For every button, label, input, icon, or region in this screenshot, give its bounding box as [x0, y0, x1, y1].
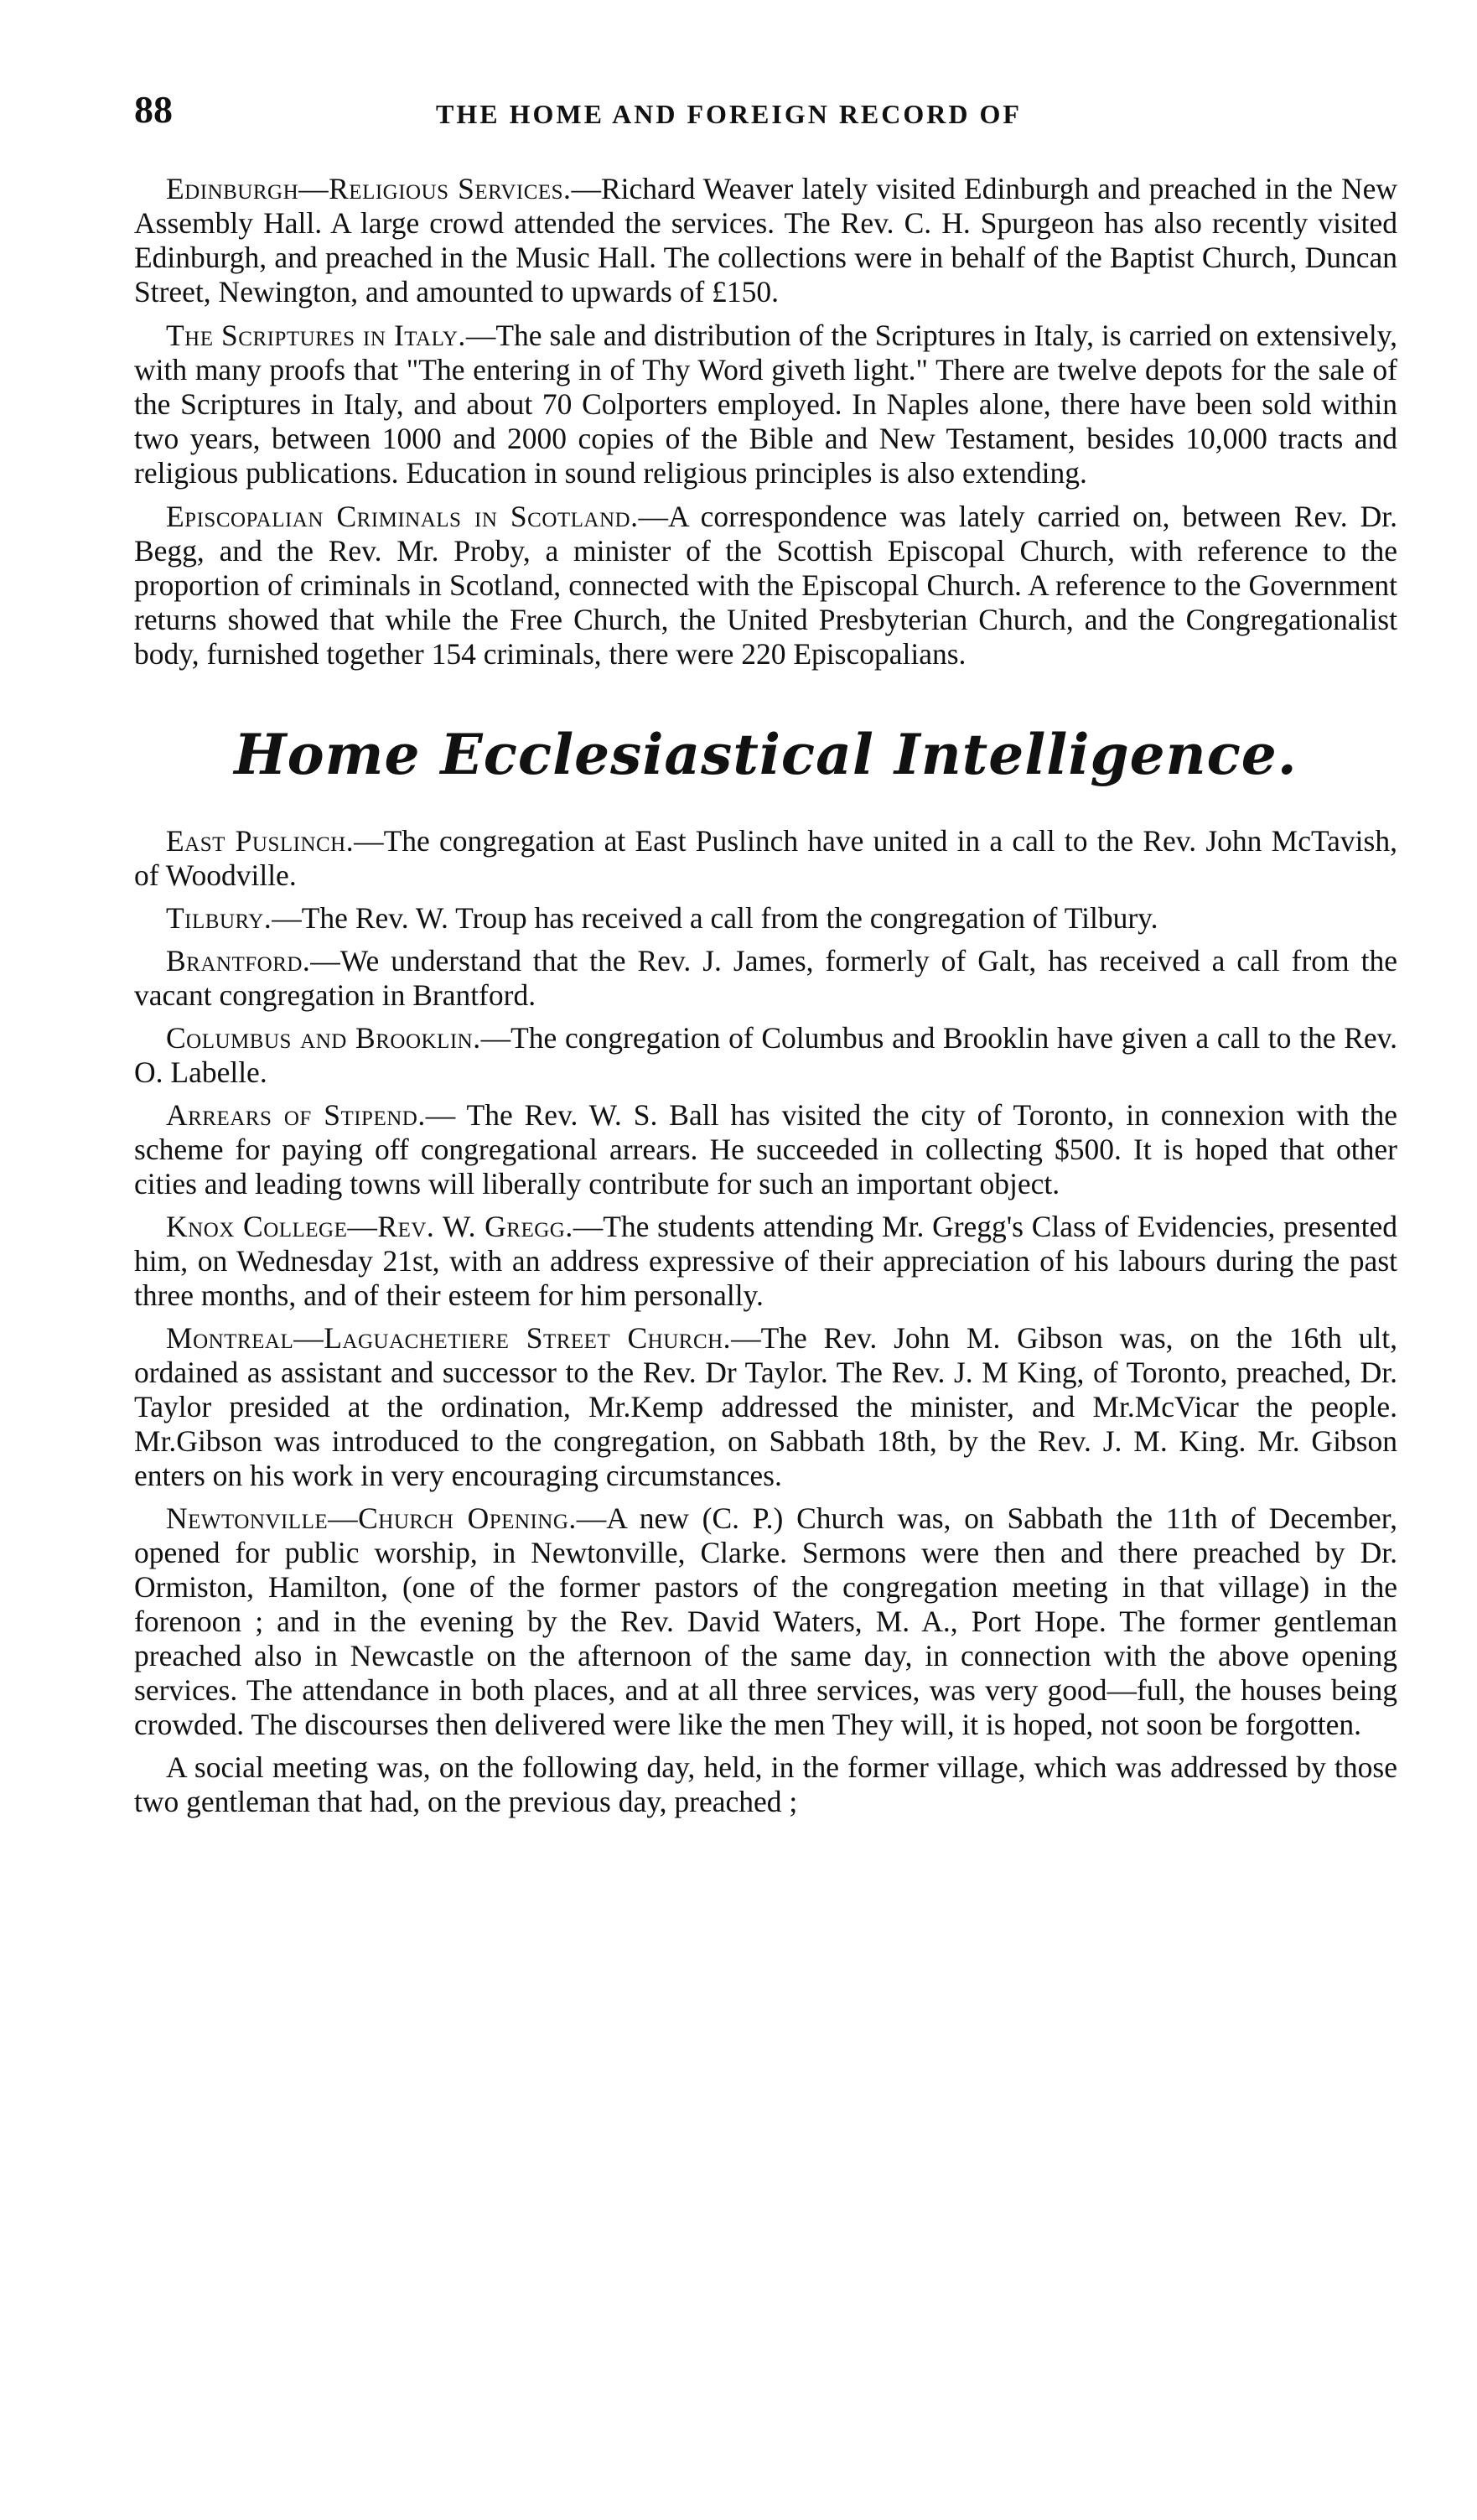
news-item-scriptures-italy: [134, 319, 1397, 490]
item-body: —The students attending Mr. Gregg's Class of Evidencies, presented him, on Wednesday 21st, with an address expressive of their appreciation of his labours during the past three months, and of their esteem for him personally.: [134, 1210, 1397, 1312]
news-item-arrears-stipend: [134, 1098, 1397, 1201]
item-title: Brantford.: [166, 944, 311, 977]
item-body: —The sale and distribution of the Scriptures in Italy, is carried on extensively, with many proofs that "The entering in of Thy Word giveth light." There are twelve depots for the sale of the Scriptures in Italy, and about 70 Colporters employed. In Naples alone, there have been sold within two years, between 1000 and 2000 copies of the Bible and New Testament, besides 10,000 tracts and religious publications. Education in sound religious principles is also extending.: [134, 319, 1397, 490]
item-title: Newtonville—Church Opening.: [166, 1501, 577, 1535]
item-title: Knox College—Rev. W. Gregg.: [166, 1210, 573, 1243]
item-title: Episcopalian Criminals in Scotland.: [166, 500, 639, 533]
item-title: East Puslinch.: [166, 824, 355, 858]
news-item-tilbury: [134, 901, 1397, 936]
item-body: —A correspondence was lately carried on, between Rev. Dr. Begg, and the Rev. Mr. Proby, a minister of the Scottish Episcopal Church, with reference to the proportion of criminals in Scotland, connected with the Episcopal Church. A reference to the Government returns showed that while the Free Church, the United Presbyterian Church, and the Congregationalist body, furnished together 154 criminals, there were 220 Episcopalians.: [134, 500, 1397, 671]
news-item-newtonville: [134, 1501, 1397, 1742]
section-heading: Home Ecclesiastical Intelligence.: [234, 722, 1298, 787]
item-title: Edinburgh—Religious Services.: [166, 172, 572, 205]
news-item-social-meeting: [134, 1750, 1397, 1819]
item-title: Tilbury.: [166, 901, 272, 935]
item-body: A social meeting was, on the following day, held, in the former village, which was addressed by those two gentleman that had, on the previous day, preached ;: [134, 1750, 1397, 1818]
page-header: [134, 87, 1397, 137]
news-item-columbus-brooklin: [134, 1021, 1397, 1090]
news-item-montreal: [134, 1321, 1397, 1493]
page-number: 88: [134, 88, 173, 131]
item-title: Montreal—Laguachetiere Street Church.: [166, 1321, 732, 1355]
item-body: —The Rev. John M. Gibson was, on the 16th ult, ordained as assistant and successor to the Rev. Dr Taylor. The Rev. J. M King, of Toronto, preached, Dr. Taylor presided at the ordination, Mr.Kemp addressed the minister, and Mr.McVicar the people. Mr.Gibson was introduced to the congregation, on Sabbath 18th, by the Rev. J. M. King. Mr. Gibson enters on his work in very encouraging circumstances.: [134, 1321, 1398, 1492]
item-title: Arrears of Stipend.: [166, 1098, 426, 1132]
item-title: Columbus and Brooklin.: [166, 1021, 481, 1055]
item-body: —A new (C. P.) Church was, on Sabbath the 11th of December, opened for public worship, in Newtonville, Clarke. Sermons were then and there preached by Dr. Ormiston, Hamilton, (one of the former pastors of the congregation meeting in that village) in the forenoon ; and in the evening by the Rev. David Waters, M. A., Port Hope. The former gentleman preached also in Newcastle on the afternoon of the same day, in connection with the above opening services. The attendance in both places, and at all three services, was very good—full, the houses being crowded. The discourses then delivered were like the men They will, it is hoped, not soon be forgotten.: [134, 1501, 1397, 1741]
news-item-brantford: [134, 944, 1397, 1013]
item-title: The Scriptures in Italy.: [166, 319, 466, 352]
news-item-knox-college: [134, 1210, 1397, 1313]
item-body: —The congregation of Columbus and Brooklin have given a call to the Rev. O. Labelle.: [134, 1021, 1398, 1089]
news-item-episcopalian-criminals: [134, 500, 1397, 671]
article-body: [134, 172, 1397, 1828]
item-body: —The Rev. W. Troup has received a call from the congregation of Tilbury.: [272, 901, 1158, 935]
item-body: —Richard Weaver lately visited Edinburgh and preached in the New Assembly Hall. A large crowd attended the services. The Rev. C. H. Spurgeon has also recently visited Edinburgh, and preached in the Music Hall. The collections were in behalf of the Baptist Church, Duncan Street, Newington, and amounted to upwards of £150.: [134, 172, 1397, 309]
item-body: —The congregation at East Puslinch have united in a call to the Rev. John McTavish, of Woodville.: [134, 824, 1397, 892]
item-body: — The Rev. W. S. Ball has visited the city of Toronto, in connexion with the scheme for paying off congregational arrears. He succeeded in collecting $500. It is hoped that other cities and leading towns will liberally contribute for such an important object.: [134, 1098, 1397, 1200]
news-item-edinburgh: [134, 172, 1397, 309]
running-head: THE HOME AND FOREIGN RECORD OF: [436, 99, 1022, 129]
item-body: —We understand that the Rev. J. James, formerly of Galt, has received a call from the vacant congregation in Brantford.: [134, 944, 1397, 1012]
news-item-east-puslinch: [134, 824, 1397, 893]
